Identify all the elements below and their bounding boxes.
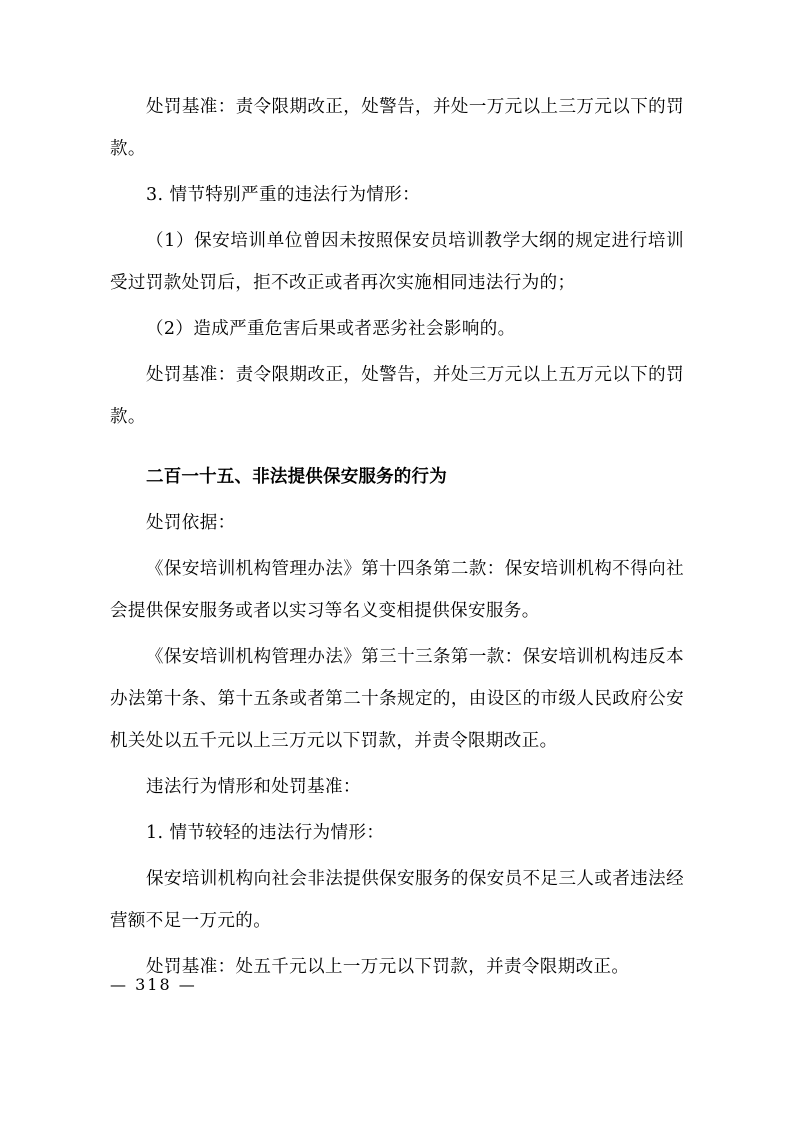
paragraph: 保安培训机构向社会非法提供保安服务的保安员不足三人或者违法经营额不足一万元的。: [110, 869, 684, 931]
section-heading: 二百一十五、非法提供保安服务的行为: [146, 467, 447, 487]
paragraph: 3. 情节特别严重的违法行为情形：: [146, 185, 421, 205]
paragraph: （1）保安培训单位曾因未按照保安员培训教学大纲的规定进行培训受过罚款处罚后，拒不改正或者再次实施相同违法行为的；: [110, 231, 684, 293]
paragraph: 1. 情节较轻的违法行为情形：: [146, 823, 385, 843]
paragraph: 处罚依据：: [146, 513, 236, 533]
page-body: [110, 86, 684, 992]
paragraph: 《保安培训机构管理办法》第三十三条第一款：保安培训机构违反本办法第十条、第十五条或者第二十条规定的，由设区的市级人民政府公安机关处以五千元以上三万元以下罚款，并责令限期改正。: [110, 647, 684, 751]
paragraph: （2）造成严重危害后果或者恶劣社会影响的。: [146, 319, 516, 339]
paragraph: 处罚基准：责令限期改正，处警告，并处三万元以上五万元以下的罚款。: [110, 365, 684, 427]
paragraph: 处罚基准：责令限期改正，处警告，并处一万元以上三万元以下的罚款。: [110, 97, 684, 159]
page-footer: — 318 —: [110, 975, 197, 994]
paragraph: 处罚基准：处五千元以上一万元以下罚款，并责令限期改正。: [146, 957, 630, 977]
paragraph: 违法行为情形和处罚基准：: [146, 777, 361, 797]
paragraph: 《保安培训机构管理办法》第十四条第二款：保安培训机构不得向社会提供保安服务或者以实习等名义变相提供保安服务。: [110, 559, 684, 621]
